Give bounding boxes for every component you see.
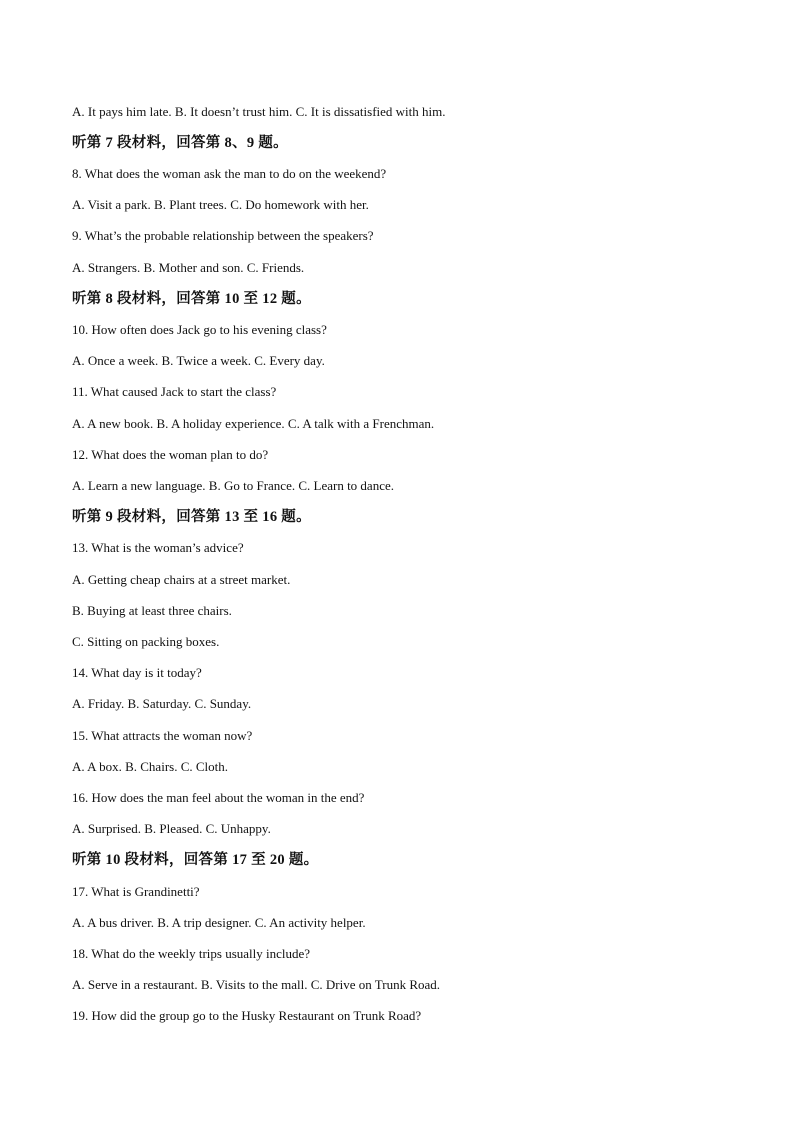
options-q15: A. A box. B. Chairs. C. Cloth. [72,759,229,774]
section-heading-8: 听第 8 段材料，回答第 10 至 12 题。 [72,291,311,307]
section-heading-9: 听第 9 段材料，回答第 13 至 16 题。 [72,509,311,525]
question-12: 12. What does the woman plan to do? [72,447,269,462]
section-heading-7: 听第 7 段材料，回答第 8、9 题。 [72,135,288,151]
option-13a: A. Getting cheap chairs at a street market. [72,572,291,587]
options-q14: A. Friday. B. Saturday. C. Sunday. [72,696,252,711]
options-q7: A. It pays him late. B. It doesn’t trust him. C. It is dissatisfied with him. [72,104,446,119]
question-10: 10. How often does Jack go to his evening class? [72,322,327,337]
options-q18: A. Serve in a restaurant. B. Visits to the mall. C. Drive on Trunk Road. [72,977,441,992]
options-q17: A. A bus driver. B. A trip designer. C. An activity helper. [72,915,366,930]
options-q10: A. Once a week. B. Twice a week. C. Every day. [72,353,325,368]
section-heading-10: 听第 10 段材料，回答第 17 至 20 题。 [72,852,319,868]
question-9: 9. What’s the probable relationship between the speakers? [72,228,374,243]
options-q9: A. Strangers. B. Mother and son. C. Friends. [72,260,305,275]
question-15: 15. What attracts the woman now? [72,728,253,743]
question-8: 8. What does the woman ask the man to do on the weekend? [72,166,387,181]
question-18: 18. What do the weekly trips usually include? [72,946,311,961]
question-17: 17. What is Grandinetti? [72,884,200,899]
options-q11: A. A new book. B. A holiday experience. C. A talk with a Frenchman. [72,416,435,431]
options-q16: A. Surprised. B. Pleased. C. Unhappy. [72,821,271,836]
option-13c: C. Sitting on packing boxes. [72,634,220,649]
question-16: 16. How does the man feel about the woman in the end? [72,790,365,805]
question-11: 11. What caused Jack to start the class? [72,384,277,399]
question-19: 19. How did the group go to the Husky Restaurant on Trunk Road? [72,1008,422,1023]
option-13b: B. Buying at least three chairs. [72,603,232,618]
options-q12: A. Learn a new language. B. Go to France. C. Learn to dance. [72,478,394,493]
question-13: 13. What is the woman’s advice? [72,540,244,555]
options-q8: A. Visit a park. B. Plant trees. C. Do homework with her. [72,197,369,212]
question-14: 14. What day is it today? [72,665,202,680]
